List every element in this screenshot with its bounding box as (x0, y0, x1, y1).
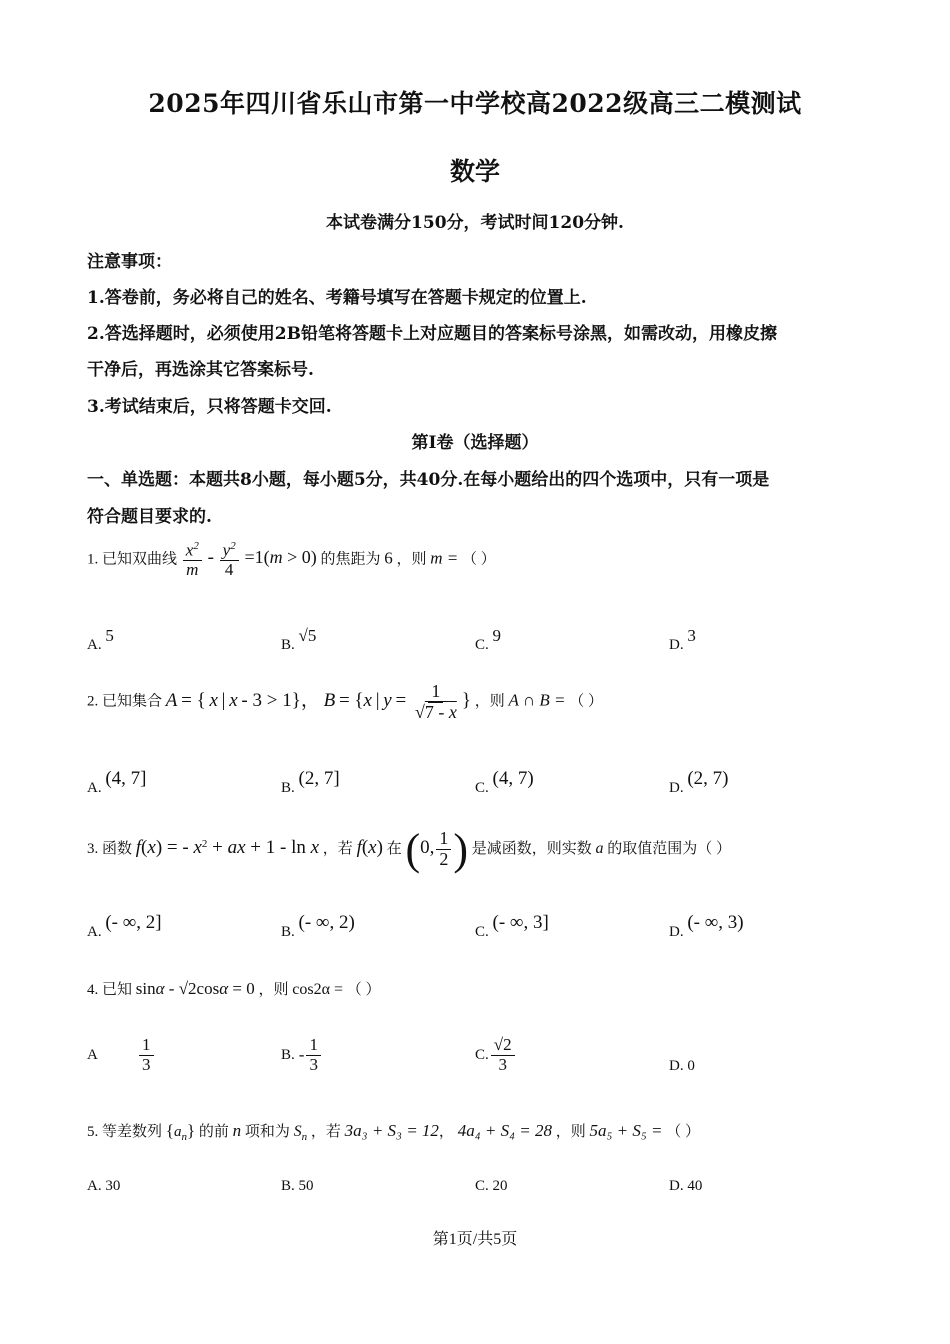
notice-2: 2.答选择题时，必须使用2B铅笔将答题卡上对应题目的答案标号涂黑，如需改动，用橡皮擦 (87, 324, 777, 344)
q5-option-a[interactable]: A. 30 (87, 1178, 121, 1194)
subject-title: 数学 (449, 157, 500, 186)
notice-heading: 注意事项： (87, 252, 172, 272)
q5-tail: ，则 (555, 1124, 586, 1140)
q5-sequence: $\{a_n\}$ (165, 1121, 196, 1143)
document-title: 2025年四川省乐山市第一中学校高2022级高三二模测试 (148, 89, 802, 118)
q5-mid: 的前 (198, 1124, 229, 1140)
question-4 (87, 978, 381, 999)
q5-option-d[interactable]: D. 40 (669, 1178, 703, 1194)
q2-ask: A ∩ B = (508, 690, 566, 710)
q3-var: a (595, 839, 604, 857)
q2-option-b[interactable]: B. (2, 7] (281, 768, 340, 796)
q5-ask: 5a₅ + S₅ = (589, 1121, 663, 1140)
q3-fx: f(x) (356, 836, 383, 858)
q3-tail2: 的取值范围为（ ） (607, 840, 732, 857)
q5-eq1: 3a₃ + S₃ = 12 (344, 1121, 439, 1140)
q1-option-c[interactable]: C. 9 (475, 626, 502, 653)
q4-tail: ，则 (258, 982, 289, 998)
question-1 (87, 540, 496, 580)
q1-hyperbola-formula: $\frac{x^2}{m}$ - $\frac{y^2}{4}$ =1(m > 0) (181, 551, 321, 567)
q4-option-d[interactable]: D. 0 (669, 1058, 695, 1074)
q3-if: ，若 (322, 840, 353, 857)
q4-option-a[interactable]: A $\frac{1}{3}$ (87, 1036, 156, 1074)
q5-option-c[interactable]: C. 20 (475, 1178, 508, 1194)
q2-prefix: 2. 已知集合 (87, 693, 163, 710)
q3-prefix: 3. 函数 (87, 840, 133, 857)
q5-if: ，若 (310, 1124, 341, 1140)
q1-prefix: 1. 已知双曲线 (87, 551, 178, 568)
q1-ask: m = (430, 548, 459, 568)
q2-sets-formula: A = { x | x - 3 > 1}， B = {x | y = $\frac{1}{√7 - x}$ } (165, 681, 471, 722)
q3-function-formula: f(x) = - $x^2$ + ax + 1 - ln x (135, 836, 320, 858)
q1-tail: ，则 (396, 551, 427, 568)
section1-instructions-cont: 符合题目要求的. (87, 507, 212, 527)
q3-option-a[interactable]: A. (- ∞, 2] (87, 912, 162, 940)
q4-equation: sinα - √2cosα = 0 (135, 979, 255, 998)
q1-option-d[interactable]: D. 3 (669, 626, 696, 653)
q3-tail: 是减函数，则实数 (471, 840, 592, 857)
q3-option-d[interactable]: D. (- ∞, 3) (669, 912, 744, 940)
q5-n: n (232, 1121, 242, 1140)
q4-paren: （ ） (346, 982, 381, 998)
part-title: 第I卷（选择题） (411, 433, 539, 453)
q2-option-d[interactable]: D. (2, 7) (669, 768, 729, 796)
q3-in: 在 (386, 840, 402, 857)
q2-option-a[interactable]: A. (4, 7] (87, 768, 147, 796)
question-3 (87, 824, 731, 875)
q5-option-b[interactable]: B. 50 (281, 1178, 314, 1194)
q5-eq2: 4a₄ + S₄ = 28 (457, 1121, 552, 1140)
q1-option-b[interactable]: B. √5 (281, 626, 317, 653)
notice-2-cont: 干净后，再选涂其它答案标号. (87, 360, 314, 380)
q1-mid: 的焦距为 (320, 551, 381, 568)
q5-paren: （ ） (666, 1124, 700, 1140)
q5-mid2: 项和为 (244, 1124, 290, 1140)
q3-option-c[interactable]: C. (- ∞, 3] (475, 912, 549, 940)
q1-option-a[interactable]: A. 5 (87, 626, 114, 653)
q4-prefix: 4. 已知 (87, 982, 133, 998)
q4-ask: cos2α = (292, 981, 343, 998)
question-2 (87, 682, 603, 723)
q1-focal: 6 (384, 548, 393, 568)
q1-paren: （ ） (462, 551, 496, 568)
q4-option-b[interactable]: B. - $\frac{1}{3}$ (281, 1036, 323, 1074)
q3-option-b[interactable]: B. (- ∞, 2) (281, 912, 355, 940)
q5-sn: $S_n$ (293, 1123, 308, 1144)
notice-1: 1.答卷前，务必将自己的姓名、考籍号填写在答题卡规定的位置上. (87, 288, 587, 308)
notice-3: 3.考试结束后，只将答题卡交回. (87, 397, 332, 417)
q2-option-c[interactable]: C. (4, 7) (475, 768, 534, 796)
q5-prefix: 5. 等差数列 (87, 1124, 163, 1140)
question-5: 5. 等差数列 $\{a_n\}$ 的前 n 项和为 $S_n$ ，若 3a₃ + S₃ = 12， 4a₄ + S₄ = 28 ，则 5a₅ + S₅ = （ ） (87, 1121, 700, 1144)
page-footer: 第1页/共5页 (432, 1231, 518, 1248)
exam-info: 本试卷满分150分，考试时间120分钟. (326, 213, 624, 233)
section1-instructions: 一、单选题：本题共8小题，每小题5分，共40分.在每小题给出的四个选项中，只有一项是 (87, 470, 770, 490)
q3-interval: (0, $\frac{1}{2}$ ) (405, 825, 469, 874)
q2-paren: （ ） (569, 693, 603, 710)
q4-option-c[interactable]: C. $\frac{√2}{3}$ (475, 1036, 517, 1074)
q2-tail: ，则 (474, 693, 505, 710)
